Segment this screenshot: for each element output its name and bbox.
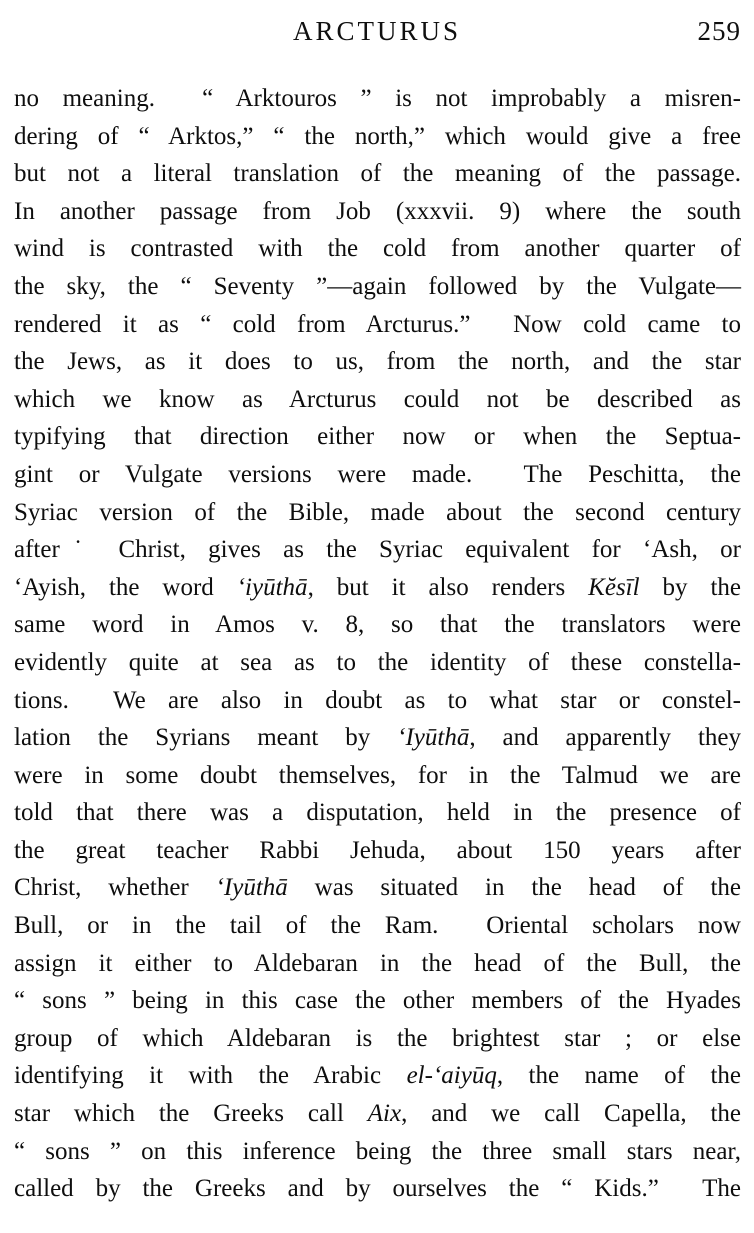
text-segment: , and we call Capella, the bbox=[401, 1100, 741, 1128]
text-line bbox=[14, 118, 741, 156]
text-line bbox=[14, 494, 741, 532]
text-line bbox=[14, 1057, 741, 1095]
text-segment: were in some doubt themselves, for in the Talmud we are bbox=[14, 761, 741, 789]
text-segment: “ sons ” being in this case the other members of the Hyades bbox=[14, 987, 741, 1015]
text-segment: the great teacher Rabbi Jehuda, about 150 years after bbox=[14, 836, 741, 864]
text-line bbox=[14, 682, 741, 720]
text-line bbox=[14, 945, 741, 983]
text-segment: same word in Amos v. 8, so that the translators were bbox=[14, 611, 741, 639]
text-line bbox=[14, 982, 741, 1020]
italic-text-segment: Kĕsīl bbox=[588, 573, 640, 601]
text-line bbox=[14, 794, 741, 832]
text-segment: In another passage from Job (xxxvii. 9) where the south bbox=[14, 197, 741, 225]
text-line bbox=[14, 644, 741, 682]
text-segment: group of which Aldebaran is the brightest star ; or else bbox=[14, 1024, 741, 1052]
text-segment: rendered it as “ cold from Arcturus.” Now cold came to bbox=[14, 310, 741, 338]
page-body bbox=[0, 80, 754, 1208]
text-line bbox=[14, 193, 741, 231]
text-line bbox=[14, 418, 741, 456]
text-segment: assign it either to Aldebaran in the head of the Bull, the bbox=[14, 949, 741, 977]
text-line bbox=[14, 719, 741, 757]
text-segment: dering of “ Arktos,” “ the north,” which would give a free bbox=[14, 122, 741, 150]
text-line bbox=[14, 531, 741, 569]
text-segment: told that there was a disputation, held in the presence of bbox=[14, 799, 741, 827]
text-segment: wind is contrasted with the cold from another quarter of bbox=[14, 235, 741, 263]
page-number: 259 bbox=[697, 16, 741, 46]
text-segment: Bull, or in the tail of the Ram. Oriental scholars now bbox=[14, 912, 741, 940]
italic-text-segment: el-‘aiyūq bbox=[406, 1062, 497, 1090]
text-line bbox=[14, 1020, 741, 1058]
text-line bbox=[14, 306, 741, 344]
text-line bbox=[14, 907, 741, 945]
text-segment: the sky, the “ Seventy ”—again followed by the Vulgate— bbox=[14, 272, 741, 300]
text-segment: but not a literal translation of the meaning of the passage. bbox=[14, 160, 741, 188]
text-segment: no meaning. “ Arktouros ” is not improbably a misren- bbox=[14, 85, 741, 112]
text-line bbox=[14, 869, 741, 907]
text-segment: ‘Ayish, the word bbox=[14, 573, 237, 601]
text-segment: Christ, whether bbox=[14, 874, 216, 902]
text-segment: called by the Greeks and by ourselves the “ Kids.” The bbox=[14, 1175, 741, 1203]
text-line bbox=[14, 230, 741, 268]
text-segment: , but it also renders bbox=[307, 573, 589, 601]
text-line bbox=[14, 268, 741, 306]
italic-text-segment: ‘iyūthā bbox=[236, 573, 308, 601]
text-segment: which we know as Arcturus could not be described as bbox=[14, 385, 741, 413]
text-segment: star which the Greeks call bbox=[14, 1100, 368, 1128]
text-segment: “ sons ” on this inference being the three small stars near, bbox=[14, 1137, 741, 1165]
text-segment: tions. We are also in doubt as to what star or constel- bbox=[14, 686, 741, 714]
text-segment: , and apparently they bbox=[469, 724, 741, 752]
text-segment: was situated in the head of the bbox=[287, 874, 742, 902]
text-line bbox=[14, 155, 741, 193]
text-line bbox=[14, 381, 741, 419]
text-line bbox=[14, 606, 741, 644]
italic-text-segment: ‘Iyūthā bbox=[215, 874, 288, 902]
text-line bbox=[14, 1170, 741, 1208]
text-segment: typifying that direction either now or when the Septua- bbox=[14, 423, 741, 451]
text-segment: the Jews, as it does to us, from the north, and the star bbox=[14, 348, 741, 376]
text-segment: by the bbox=[639, 573, 741, 601]
text-segment: gint or Vulgate versions were made. The Peschitta, the bbox=[14, 460, 741, 488]
text-segment: , the name of the bbox=[496, 1062, 741, 1090]
running-head bbox=[0, 0, 754, 54]
italic-text-segment: ‘Iyūthā bbox=[397, 724, 470, 752]
text-line bbox=[14, 1133, 741, 1171]
text-line bbox=[14, 757, 741, 795]
text-segment: Syriac version of the Bible, made about the second century bbox=[14, 498, 741, 526]
text-segment: evidently quite at sea as to the identity of these constella- bbox=[14, 648, 741, 676]
text-line bbox=[14, 456, 741, 494]
text-line bbox=[14, 832, 741, 870]
page-title: ARCTURUS bbox=[292, 16, 462, 46]
text-line bbox=[14, 569, 741, 607]
text-segment: identifying it with the Arabic bbox=[14, 1062, 407, 1090]
text-line bbox=[14, 80, 741, 118]
italic-text-segment: Aix bbox=[367, 1100, 402, 1128]
text-segment: after˙ Christ, gives as the Syriac equivalent for ‘Ash, or bbox=[14, 536, 741, 564]
text-line bbox=[14, 343, 741, 381]
text-line bbox=[14, 1095, 741, 1133]
text-segment: lation the Syrians meant by bbox=[14, 724, 398, 752]
